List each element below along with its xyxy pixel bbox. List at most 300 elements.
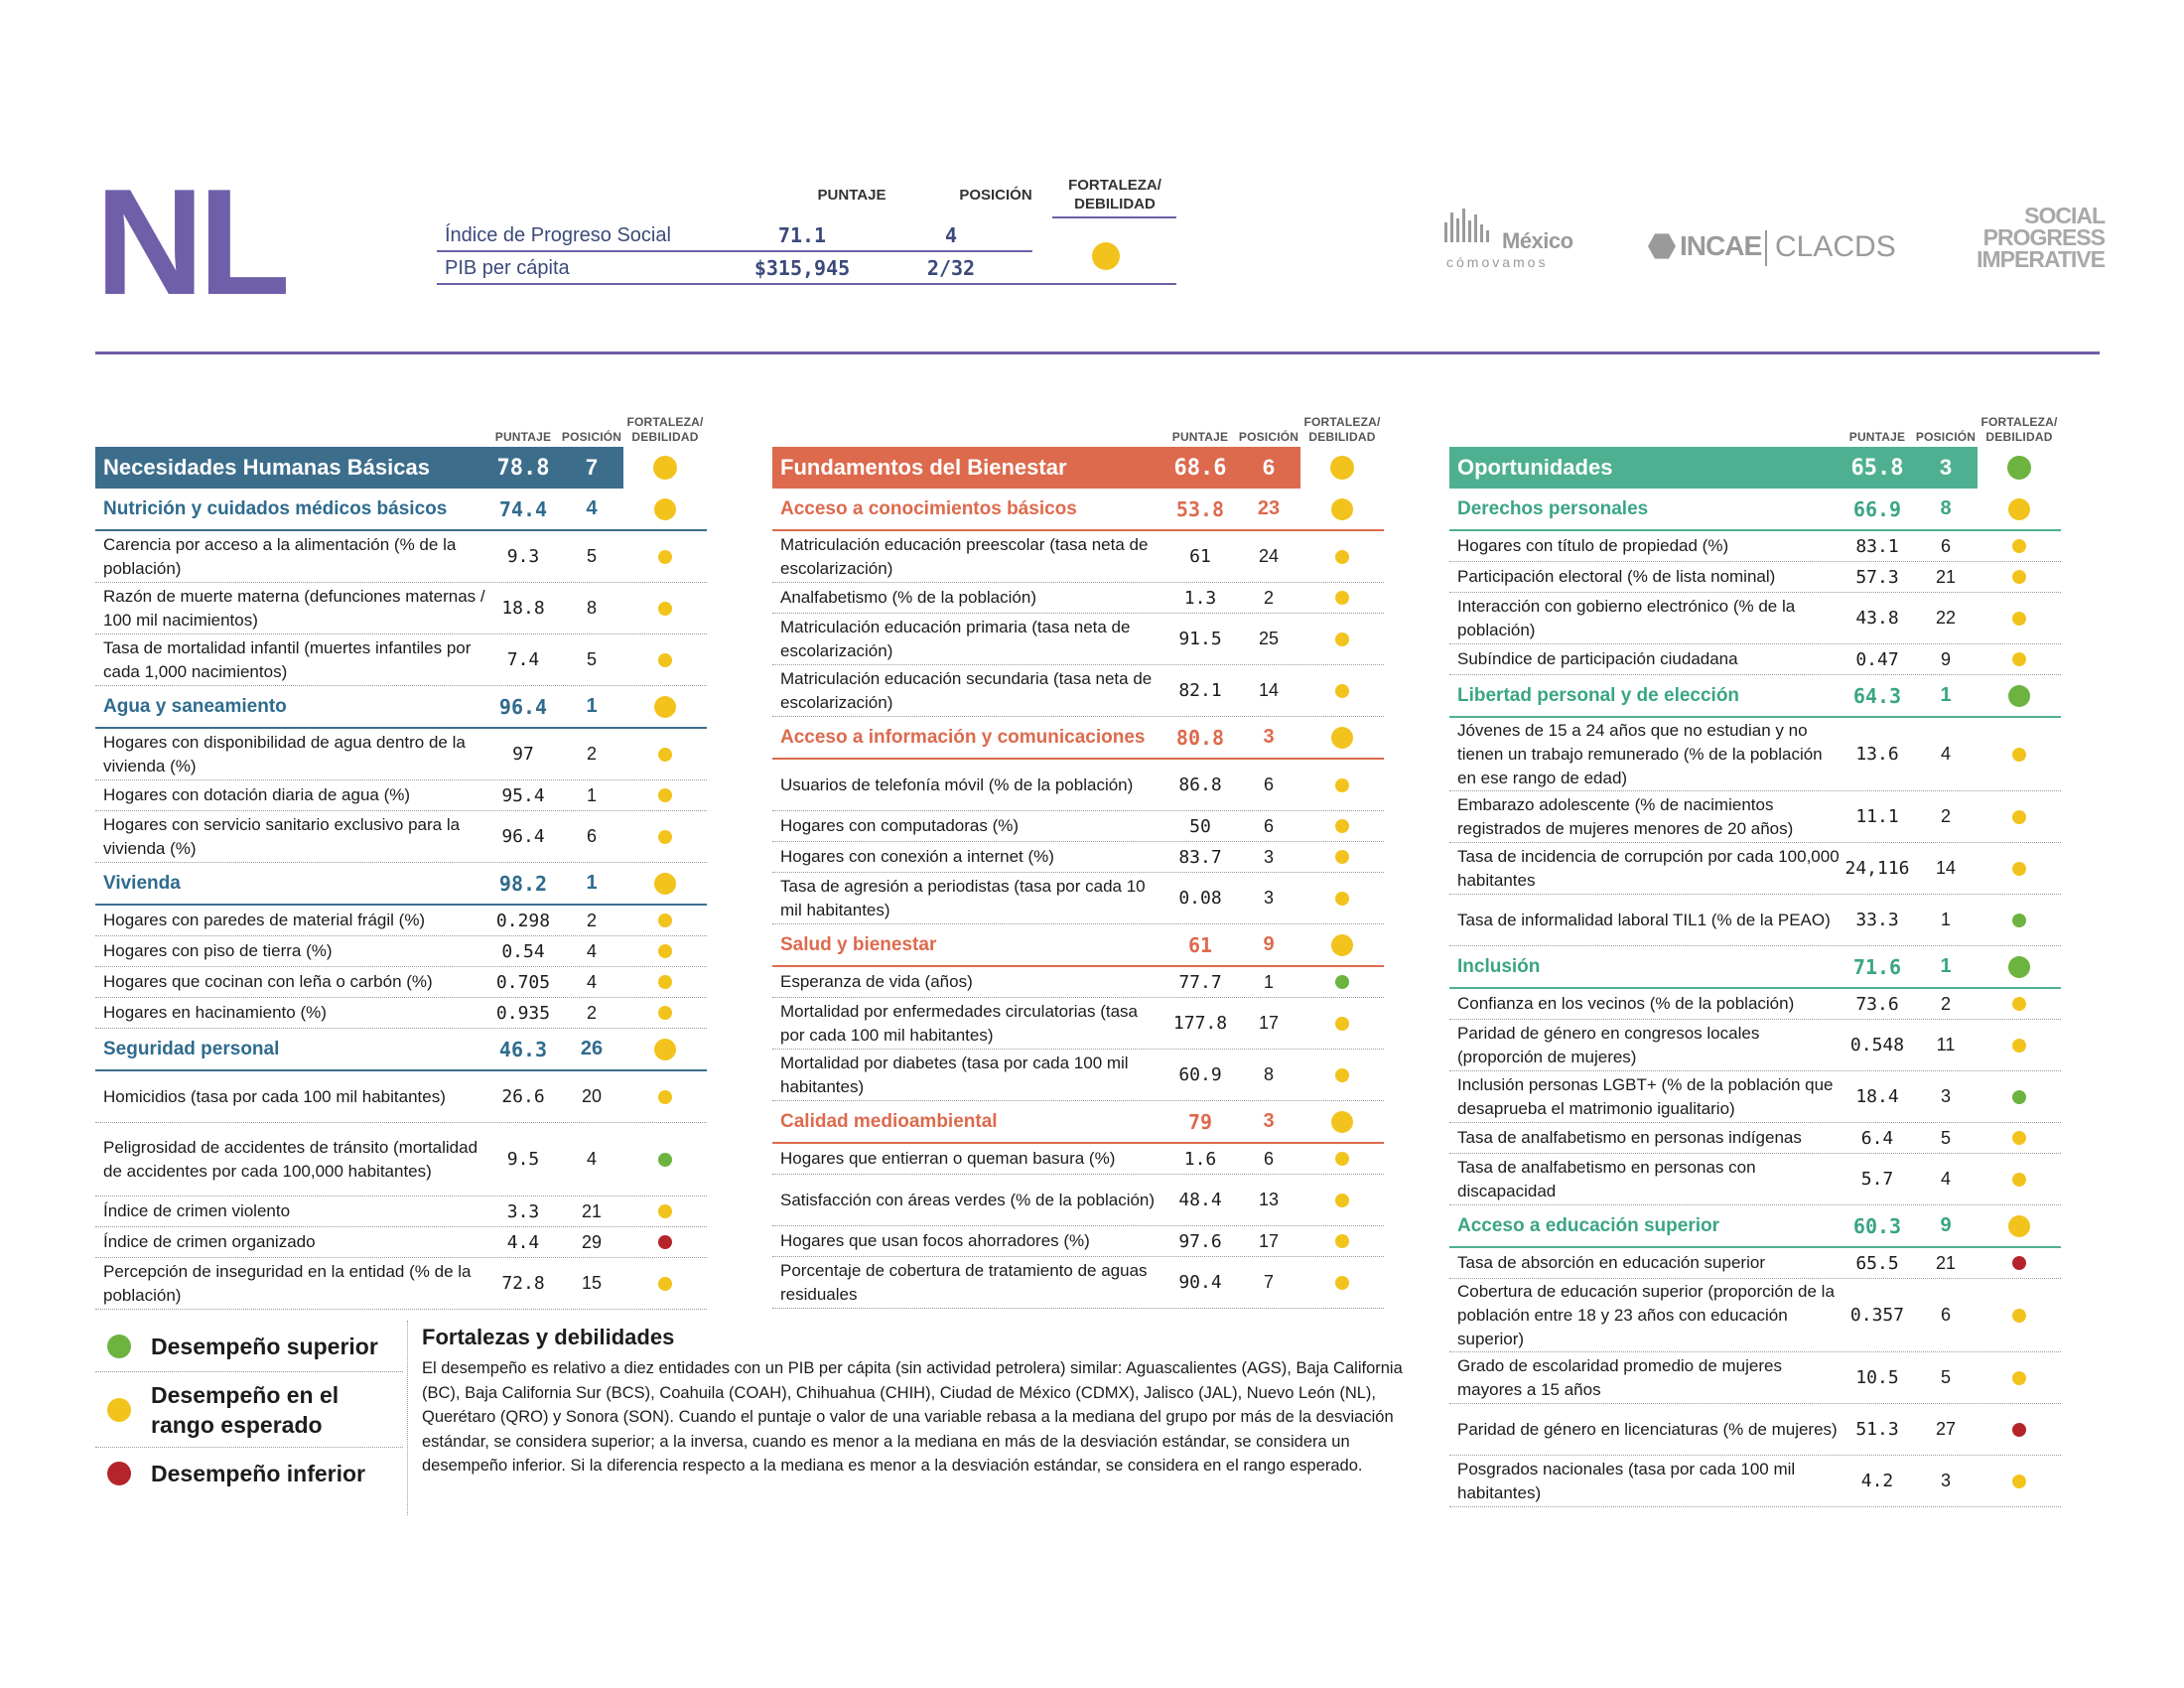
component-score: 60.3 <box>1852 1213 1902 1238</box>
indicator-rank: 2 <box>586 1002 597 1023</box>
indicator-rating <box>1300 1276 1384 1290</box>
summary-rating-dot <box>1092 242 1120 270</box>
indicator-score: 0.54 <box>501 940 545 962</box>
summary-rule <box>437 283 1176 285</box>
indicator-rank: 6 <box>1263 815 1274 836</box>
indicator-rating <box>1300 975 1384 989</box>
indicator-rating <box>623 1277 707 1291</box>
component-rank: 1 <box>1940 684 1952 706</box>
indicator-name: Hogares con disponibilidad de agua dentro de la vivienda (%) <box>103 732 466 775</box>
legend-item-inferior <box>95 1448 403 1499</box>
column-header <box>1449 397 2061 447</box>
indicator-name: Hogares con servicio sanitario exclusivo para la vivienda (%) <box>103 814 461 858</box>
component-row <box>772 1101 1384 1144</box>
indicator-name: Posgrados nacionales (tasa por cada 100 mil habitantes) <box>1457 1459 1796 1502</box>
indicator-row <box>95 967 707 998</box>
indicator-name: Hogares con dotación diaria de agua (%) <box>103 785 411 804</box>
indicator-name: Interacción con gobierno electrónico (% de la población) <box>1457 596 1796 639</box>
component-rating <box>1978 1215 2061 1237</box>
dimension-score: 78.8 <box>496 455 550 481</box>
indicator-row <box>772 967 1384 998</box>
indicator-rating <box>623 975 707 989</box>
component-row <box>772 717 1384 760</box>
indicator-score: 83.7 <box>1178 846 1222 868</box>
indicator-rank: 17 <box>1258 1230 1280 1251</box>
indicator-row <box>1449 989 2061 1020</box>
component-rating <box>1300 1111 1384 1133</box>
indicator-name: Paridad de género en congresos locales (proporción de mujeres) <box>1457 1023 1760 1066</box>
component-row <box>772 924 1384 967</box>
incae-clacds-logo <box>1648 230 1906 270</box>
indicator-rank: 5 <box>1940 1367 1951 1387</box>
component-rank: 8 <box>1940 497 1952 519</box>
indicator-name: Tasa de absorción en educación superior <box>1457 1253 1765 1272</box>
component-name: Calidad medioambiental <box>780 1110 998 1132</box>
component-rank: 1 <box>586 695 598 717</box>
yellow-dot-icon <box>654 696 676 718</box>
component-name: Nutrición y cuidados médicos básicos <box>103 497 448 519</box>
dimension-rank: 6 <box>1262 455 1276 480</box>
indicator-row <box>772 1226 1384 1257</box>
indicator-name: Peligrosidad de accidentes de tránsito (mortalidad de accidentes por cada 100,000 habitantes) <box>103 1137 478 1181</box>
indicator-rating <box>623 830 707 844</box>
methodology-note <box>407 1321 1439 1515</box>
yellow-dot-icon <box>2012 1131 2026 1145</box>
indicator-rating <box>1300 684 1384 698</box>
dimension-name: Fundamentos del Bienestar <box>780 455 1067 480</box>
indicator-score: 86.8 <box>1178 774 1222 795</box>
component-rating <box>623 498 707 520</box>
indicator-name: Analfabetismo (% de la población) <box>780 588 1036 607</box>
summary-label: PIB per cápita <box>445 256 570 279</box>
component-score: 98.2 <box>498 871 548 896</box>
yellow-dot-icon <box>2008 498 2030 520</box>
yellow-dot-icon <box>2012 1475 2026 1488</box>
component-row <box>95 489 707 531</box>
indicator-rank: 6 <box>1940 1305 1951 1325</box>
indicator-score: 65.5 <box>1855 1252 1899 1274</box>
indicator-rating <box>1978 1309 2061 1323</box>
component-rank: 4 <box>586 497 598 519</box>
component-name: Seguridad personal <box>103 1038 280 1059</box>
indicator-rating <box>623 550 707 564</box>
indicator-rank: 6 <box>1263 774 1274 794</box>
dimension-row <box>772 447 1300 489</box>
header-divider <box>95 352 2100 354</box>
indicator-row <box>1449 895 2061 946</box>
indicator-score: 4.4 <box>506 1231 540 1253</box>
indicator-rating <box>1978 810 2061 824</box>
indicator-name: Índice de crimen violento <box>103 1201 291 1220</box>
logo-text: cómovamos <box>1446 254 1549 270</box>
summary-row-ips <box>445 219 1021 251</box>
indicator-rank: 13 <box>1258 1190 1280 1209</box>
score-header: PUNTAJE <box>494 430 552 444</box>
yellow-dot-icon <box>2012 539 2026 553</box>
yellow-dot-icon <box>1331 727 1353 749</box>
yellow-dot-icon <box>1335 778 1349 792</box>
component-rating <box>623 696 707 718</box>
indicator-row <box>772 531 1384 583</box>
indicator-name: Satisfacción con áreas verdes (% de la población) <box>780 1190 1156 1209</box>
indicator-row <box>1449 1154 2061 1205</box>
indicator-rating <box>1978 1475 2061 1488</box>
indicator-row <box>772 1144 1384 1175</box>
rank-header: POSICIÓN <box>1915 430 1977 444</box>
dimension-name: Oportunidades <box>1457 455 1613 480</box>
indicator-rank: 2 <box>586 910 597 930</box>
indicator-score: 18.4 <box>1855 1086 1899 1107</box>
yellow-dot-icon <box>658 1204 672 1218</box>
indicator-row <box>1449 1352 2061 1404</box>
indicator-score: 33.3 <box>1855 910 1899 930</box>
social-progress-imperative-logo <box>1951 205 2105 270</box>
indicator-name: Usuarios de telefonía móvil (% de la población) <box>780 774 1134 794</box>
indicator-rank: 1 <box>1940 910 1951 929</box>
indicator-row <box>95 583 707 634</box>
component-rank: 9 <box>1940 1214 1952 1236</box>
component-rating <box>1978 685 2061 707</box>
component-row <box>1449 489 2061 531</box>
indicator-name: Cobertura de educación superior (proporción de la población entre 18 y 23 años con educación superior) <box>1457 1281 1835 1348</box>
indicator-name: Matriculación educación secundaria (tasa neta de escolarización) <box>780 668 1153 712</box>
indicator-name: Matriculación educación preescolar (tasa neta de escolarización) <box>780 534 1149 578</box>
component-row <box>772 489 1384 531</box>
indicator-rating <box>623 653 707 667</box>
indicator-rank: 8 <box>1263 1064 1274 1084</box>
indicator-rating <box>1978 1173 2061 1187</box>
yellow-dot-icon <box>1335 550 1349 564</box>
yellow-dot-icon <box>1335 1017 1349 1031</box>
indicator-score: 97.6 <box>1178 1230 1222 1252</box>
indicator-row <box>95 998 707 1029</box>
dimension-score: 68.6 <box>1173 455 1227 481</box>
indicator-rank: 27 <box>1935 1419 1957 1439</box>
yellow-dot-icon <box>1331 498 1353 520</box>
legend <box>95 1321 403 1499</box>
indicator-rank: 24 <box>1258 546 1280 566</box>
indicator-name: Embarazo adolescente (% de nacimientos registrados de mujeres menores de 20 años) <box>1457 794 1794 838</box>
indicator-row <box>95 936 707 967</box>
summary-rank: 4 <box>944 223 958 247</box>
yellow-dot-icon <box>1335 684 1349 698</box>
yellow-dot-icon <box>658 550 672 564</box>
indicator-name: Matriculación educación primaria (tasa neta de escolarización) <box>780 617 1131 660</box>
component-rating <box>1978 498 2061 520</box>
yellow-dot-icon <box>1335 819 1349 833</box>
indicator-score: 90.4 <box>1178 1272 1222 1293</box>
indicator-name: Hogares que usan focos ahorradores (%) <box>780 1231 1090 1250</box>
indicator-score: 95.4 <box>501 784 545 806</box>
indicator-rank: 3 <box>1263 846 1274 867</box>
indicator-rank: 11 <box>1936 1035 1956 1055</box>
indicator-rating <box>1300 591 1384 605</box>
indicator-score: 57.3 <box>1855 566 1899 588</box>
indicator-row <box>95 1258 707 1310</box>
yellow-dot-icon <box>658 914 672 927</box>
red-dot-icon <box>658 1235 672 1249</box>
yellow-dot-icon <box>1335 892 1349 906</box>
indicator-rank: 1 <box>586 784 597 805</box>
indicator-score: 97 <box>512 744 534 765</box>
indicator-row <box>95 634 707 686</box>
green-dot-icon <box>2012 914 2026 927</box>
yellow-dot-icon <box>1335 1068 1349 1082</box>
indicator-name: Tasa de analfabetismo en personas indígenas <box>1457 1128 1802 1147</box>
indicator-score: 72.8 <box>501 1273 545 1294</box>
component-score: 80.8 <box>1175 725 1225 750</box>
dimension-rating <box>623 447 707 489</box>
component-score: 96.4 <box>498 694 548 719</box>
column-opportunity <box>1449 397 2061 1507</box>
indicator-name: Tasa de informalidad laboral TIL1 (% de la PEAO) <box>1457 910 1831 929</box>
indicator-score: 51.3 <box>1855 1419 1899 1440</box>
indicator-rank: 7 <box>1263 1272 1274 1292</box>
component-row <box>1449 946 2061 989</box>
dimension-name: Necesidades Humanas Básicas <box>103 455 430 480</box>
indicator-row <box>95 531 707 583</box>
indicator-row <box>772 998 1384 1050</box>
score-header: PUNTAJE <box>1848 430 1906 444</box>
rank-header: POSICIÓN <box>561 430 622 444</box>
indicator-name: Carencia por acceso a la alimentación (% de la población) <box>103 534 457 578</box>
yellow-dot-icon <box>2012 1173 2026 1187</box>
indicator-rating <box>1978 914 2061 927</box>
indicator-rank: 2 <box>1940 993 1951 1014</box>
legend-item-expected <box>95 1372 403 1448</box>
component-name: Salud y bienestar <box>780 933 937 955</box>
summary-rank-header: POSICIÓN <box>959 187 1032 204</box>
component-name: Acceso a conocimientos básicos <box>780 497 1077 519</box>
indicator-row <box>1449 1404 2061 1456</box>
indicator-rating <box>1300 819 1384 833</box>
indicator-rank: 4 <box>1940 1169 1951 1189</box>
indicator-rank: 2 <box>586 744 597 764</box>
indicator-row <box>1449 718 2061 791</box>
indicator-row <box>95 729 707 780</box>
indicator-name: Hogares con título de propiedad (%) <box>1457 536 1729 555</box>
green-dot-icon <box>2007 456 2031 480</box>
indicator-rating <box>1978 862 2061 876</box>
indicator-score: 61 <box>1189 546 1211 567</box>
indicator-name: Esperanza de vida (años) <box>780 972 973 991</box>
indicator-row <box>772 873 1384 924</box>
indicator-rating <box>623 1006 707 1020</box>
legend-label: Desempeño superior <box>151 1333 378 1359</box>
indicator-name: Índice de crimen organizado <box>103 1232 316 1251</box>
indicator-row <box>95 1123 707 1196</box>
yellow-dot-icon <box>654 498 676 520</box>
indicator-row <box>1449 791 2061 843</box>
component-score: 46.3 <box>498 1037 548 1061</box>
indicator-rank: 4 <box>586 971 597 992</box>
column-header <box>772 397 1384 447</box>
indicator-rank: 5 <box>1940 1127 1951 1148</box>
indicator-row <box>772 760 1384 811</box>
yellow-dot-icon <box>2012 1039 2026 1053</box>
dimension-wrap <box>1449 447 2061 489</box>
indicator-row <box>1449 1248 2061 1279</box>
indicator-row <box>1449 1071 2061 1123</box>
indicator-row <box>1449 531 2061 562</box>
indicator-rank: 14 <box>1935 858 1957 878</box>
indicator-row <box>1449 1279 2061 1352</box>
state-code: NL <box>95 158 285 327</box>
logo-text: CLACDS <box>1775 230 1896 263</box>
hexagon-icon <box>1648 232 1676 260</box>
indicator-row <box>1449 644 2061 675</box>
component-name: Agua y saneamiento <box>103 695 287 717</box>
indicator-name: Porcentaje de cobertura de tratamiento de aguas residuales <box>780 1260 1148 1304</box>
indicator-score: 60.9 <box>1178 1064 1222 1085</box>
indicator-rank: 22 <box>1935 608 1957 628</box>
component-name: Acceso a información y comunicaciones <box>780 726 1146 748</box>
logo-text: IMPERATIVE <box>1977 246 2105 272</box>
indicator-rank: 4 <box>586 1149 597 1169</box>
indicator-name: Mortalidad por enfermedades circulatorias (tasa por cada 100 mil habitantes) <box>780 1001 1139 1045</box>
yellow-dot-icon <box>2012 997 2026 1011</box>
yellow-dot-icon <box>658 975 672 989</box>
indicator-rating <box>623 602 707 616</box>
indicator-score: 3.3 <box>506 1200 540 1222</box>
indicator-score: 82.1 <box>1178 680 1222 701</box>
indicator-score: 96.4 <box>501 826 545 847</box>
indicator-score: 0.548 <box>1849 1035 1905 1055</box>
yellow-dot-icon <box>2012 652 2026 666</box>
yellow-dot-icon <box>1335 633 1349 646</box>
indicator-row <box>772 614 1384 665</box>
indicator-score: 1.3 <box>1183 587 1217 609</box>
indicator-name: Inclusión personas LGBT+ (% de la población que desaprueba el matrimonio igualitario) <box>1457 1074 1834 1118</box>
indicator-rank: 3 <box>1940 1086 1951 1106</box>
indicator-rating <box>1978 1090 2061 1104</box>
indicator-score: 7.4 <box>506 649 540 670</box>
indicator-name: Paridad de género en licenciaturas (% de mujeres) <box>1457 1419 1838 1439</box>
indicator-name: Tasa de mortalidad infantil (muertes infantiles por cada 1,000 nacimientos) <box>103 637 472 681</box>
yellow-dot-icon <box>1331 1111 1353 1133</box>
yellow-dot-icon <box>658 1090 672 1104</box>
indicator-rank: 5 <box>586 649 597 669</box>
summary-label: Índice de Progreso Social <box>445 223 671 246</box>
legend-label: Desempeño inferior <box>151 1461 365 1486</box>
component-rank: 26 <box>580 1038 604 1059</box>
indicator-name: Participación electoral (% de lista nominal) <box>1457 567 1776 586</box>
indicator-name: Tasa de incidencia de corrupción por cada 100,000 habitantes <box>1457 846 1840 890</box>
indicator-rating <box>1300 1194 1384 1207</box>
indicator-name: Hogares con paredes de material frágil (%) <box>103 911 426 929</box>
indicator-score: 177.8 <box>1172 1013 1228 1034</box>
indicator-name: Hogares con conexión a internet (%) <box>780 847 1054 866</box>
indicator-rating <box>1300 550 1384 564</box>
dimension-wrap <box>95 447 707 489</box>
green-dot-icon <box>107 1335 131 1358</box>
strength-header: FORTALEZA/ DEBILIDAD <box>1303 415 1381 444</box>
component-rank: 1 <box>1940 955 1952 977</box>
indicator-score: 4.2 <box>1860 1471 1894 1491</box>
yellow-dot-icon <box>658 1277 672 1291</box>
indicator-row <box>95 1071 707 1123</box>
strength-header: FORTALEZA/ DEBILIDAD <box>1980 415 2058 444</box>
summary-header-rule <box>1052 216 1176 218</box>
green-dot-icon <box>658 1153 672 1167</box>
indicator-rank: 6 <box>1940 535 1951 556</box>
component-row <box>95 863 707 906</box>
indicator-name: Tasa de analfabetismo en personas con discapacidad <box>1457 1157 1756 1200</box>
indicator-rating <box>1300 1152 1384 1166</box>
indicator-rating <box>1978 1131 2061 1145</box>
red-dot-icon <box>2012 1256 2026 1270</box>
indicator-rank: 3 <box>1940 1471 1951 1490</box>
indicator-rank: 8 <box>586 598 597 618</box>
yellow-dot-icon <box>658 748 672 762</box>
yellow-dot-icon <box>2008 1215 2030 1237</box>
column-wellbeing <box>772 397 1384 1309</box>
dimension-rating <box>1300 447 1384 489</box>
indicator-score: 73.6 <box>1855 993 1899 1015</box>
summary-score-header: PUNTAJE <box>817 187 887 204</box>
indicator-rating <box>623 914 707 927</box>
indicator-rating <box>1978 1256 2061 1270</box>
indicator-name: Hogares en hacinamiento (%) <box>103 1003 327 1022</box>
component-rating <box>1300 727 1384 749</box>
yellow-dot-icon <box>2012 612 2026 626</box>
indicator-row <box>772 583 1384 614</box>
indicator-rating <box>1978 570 2061 584</box>
indicator-rank: 6 <box>1263 1148 1274 1169</box>
yellow-dot-icon <box>2012 748 2026 762</box>
indicator-rank: 3 <box>1263 888 1274 908</box>
yellow-dot-icon <box>2012 1371 2026 1385</box>
indicator-rating <box>1300 1068 1384 1082</box>
indicator-row <box>772 665 1384 717</box>
indicator-score: 9.5 <box>506 1149 540 1170</box>
indicator-name: Subíndice de participación ciudadana <box>1457 649 1738 668</box>
mexico-como-vamos-logo <box>1444 209 1593 272</box>
yellow-dot-icon <box>107 1398 131 1422</box>
indicator-row <box>1449 593 2061 644</box>
indicator-name: Percepción de inseguridad en la entidad (% de la población) <box>103 1261 472 1305</box>
indicator-rating <box>1978 1371 2061 1385</box>
component-score: 53.8 <box>1175 496 1225 521</box>
indicator-row <box>772 842 1384 873</box>
component-row <box>95 686 707 729</box>
column-basic-needs <box>95 397 707 1310</box>
red-dot-icon <box>107 1462 131 1485</box>
indicator-score: 9.3 <box>506 546 540 567</box>
component-score: 61 <box>1187 932 1213 957</box>
logo-text: PROGRESS <box>1982 224 2105 250</box>
legend-item-superior <box>95 1321 403 1372</box>
yellow-dot-icon <box>1330 456 1354 480</box>
indicator-row <box>772 1050 1384 1101</box>
indicator-rating <box>1978 997 2061 1011</box>
indicator-row <box>1449 562 2061 593</box>
component-name: Libertad personal y de elección <box>1457 684 1740 706</box>
indicator-rank: 29 <box>581 1231 603 1252</box>
indicator-score: 0.935 <box>495 1002 551 1024</box>
component-rating <box>1978 956 2061 978</box>
component-rank: 9 <box>1263 933 1275 955</box>
indicator-score: 0.705 <box>495 971 551 993</box>
indicator-rating <box>1978 612 2061 626</box>
note-title: Fortalezas y debilidades <box>422 1325 675 1349</box>
component-rating <box>1300 934 1384 956</box>
indicator-score: 13.6 <box>1855 744 1899 765</box>
red-dot-icon <box>2012 1423 2026 1437</box>
indicator-rank: 25 <box>1258 629 1280 648</box>
indicator-rating <box>1300 1234 1384 1248</box>
rank-header: POSICIÓN <box>1238 430 1299 444</box>
